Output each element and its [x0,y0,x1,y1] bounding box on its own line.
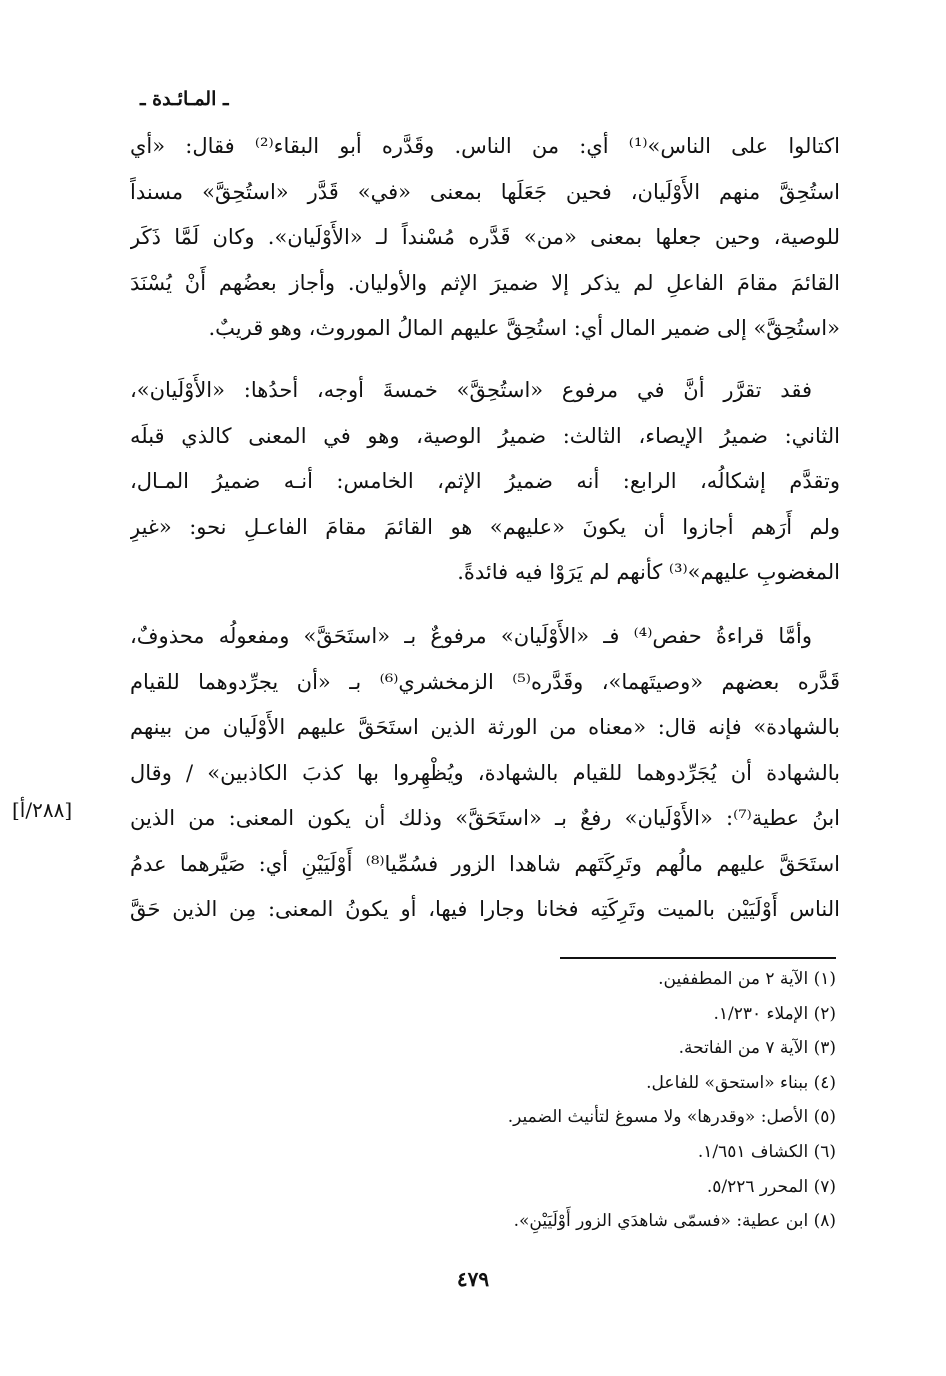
paragraph-1 [130,124,840,352]
manuscript-folio-marker: [٢٨٨/أ] [12,798,73,822]
footnote: (١) الآية ٢ من المطففين. [658,969,836,989]
paragraph-2 [130,368,840,596]
footnote: (٨) ابن عطية: «فسمّى شاهدَي الزور أَوْلَيَيْنِ». [513,1211,836,1232]
footnote: (٦) الكشاف ١/٦٥١. [697,1141,836,1162]
running-head-text: ـ المـائـدة ـ [140,88,229,110]
text-line: «استُحِقَّ» إلى ضمير المال أي: استُحِقَّ عليهم المالُ الموروث، وهو قريبٌ. [208,316,840,340]
text-line: فقد تقرَّر أنَّ في مرفوع «استُحِقَّ» خمسةَ أوجه، أحدُها: «الأَوْلَيان»، [130,378,812,402]
footnotes [136,962,836,1239]
text-line: ولم أَرَهم أجازوا أن يكونَ «عليهم» هو القائمَ مقامَ الفاعـلِ نحو: «غيرِ [130,514,840,539]
footnote: (٤) ببناء «استحق» للفاعل. [646,1072,836,1093]
text-line: وتقدَّم إشكالُه، الرابع: أنه ضميرُ الإثم، الخامس: أنـه ضميرُ المـال، [130,469,840,493]
text-line: الناس أَوْلَيَيْن بالميت وتَرِكَتِه فخانا وجارا فيها، أو يكونُ المعنى: مِن الذين حَقَّ [130,897,840,921]
page-number: ٤٧٩ [456,1267,490,1291]
text-line: للوصية، وحين جعلها بمعنى «من» قَدَّره مُسْنداً لـ «الأَوْلَيان». وكان لَمَّا ذَكَر [130,225,840,249]
footnote: (٧) المحرر ٥/٢٢٦. [706,1176,836,1197]
text-line: قَدَّره بعضهم «وصيتَهما»، وقَدَّره⁽⁵⁾ الزمخشري⁽⁶⁾ بـ «أن يجرِّدوهما للقيام [130,669,840,694]
text-line: المغضوبِ عليهم»⁽³⁾ كأنهم لم يَرَوْا فيه فائدةً. [457,560,840,584]
footnote: (٢) الإملاء ١/٢٣٠. [713,1003,836,1024]
text-line: بالشهادة» فإنه قال: «معناه من الورثة الذين استَحَقَّ عليهم الأَوْلَيان من بينهم [130,715,840,739]
footnote-divider [560,957,836,959]
text-line: وأمَّا قراءةُ حفص⁽⁴⁾ فـ «الأَوْلَيان» مرفوعٌ بـ «استَحَقَّ» ومفعولُه محذوفٌ، [130,624,812,648]
footnote: (٣) الآية ٧ من الفاتحة. [678,1038,836,1059]
text-line: الثاني: ضميرُ الإيصاء، الثالث: ضميرُ الوصية، وهو في المعنى كالذي قبلَه [130,423,840,448]
text-line: استُحِقَّ منهم الأَوْلَيان، فحين جَعَلَها بمعنى «في» قَدَّر «استُحِقَّ» مسنداً [130,179,840,204]
footnote: (٥) الأصل: «وقدرها» ولا مسوغ لتأنيث الضمير. [507,1107,836,1128]
text-line: بالشهادة أن يُجَرِّدوهما للقيام بالشهادة، ويُظْهِروا بها كذبَ الكاذبين» / وقال [130,760,840,785]
text-line: اكتالوا على الناس»⁽¹⁾ أي: من الناس. وقَدَّره أبو البقاء⁽²⁾ فقال: «أي [130,134,840,158]
text-line: القائمَ مقامَ الفاعلِ لم يذكر إلا ضميرَ الإثم والأوليان. وأجاز بعضُهم أَنْ يُسْنَدَ [130,270,840,295]
paragraph-3 [130,614,840,933]
text-line: ابنُ عطية⁽⁷⁾: «الأَوْلَيان» رفعٌ بـ «استَحَقَّ» وذلك أن يكون المعنى: من الذين [130,806,840,830]
text-line: استَحَقَّ عليهم مالُهم وتَرِكَتَهم شاهدا الزور فسُمِّيا⁽⁸⁾ أَوْلَيَيْنِ أي: صَيَّرهما عدمُ [130,851,840,876]
